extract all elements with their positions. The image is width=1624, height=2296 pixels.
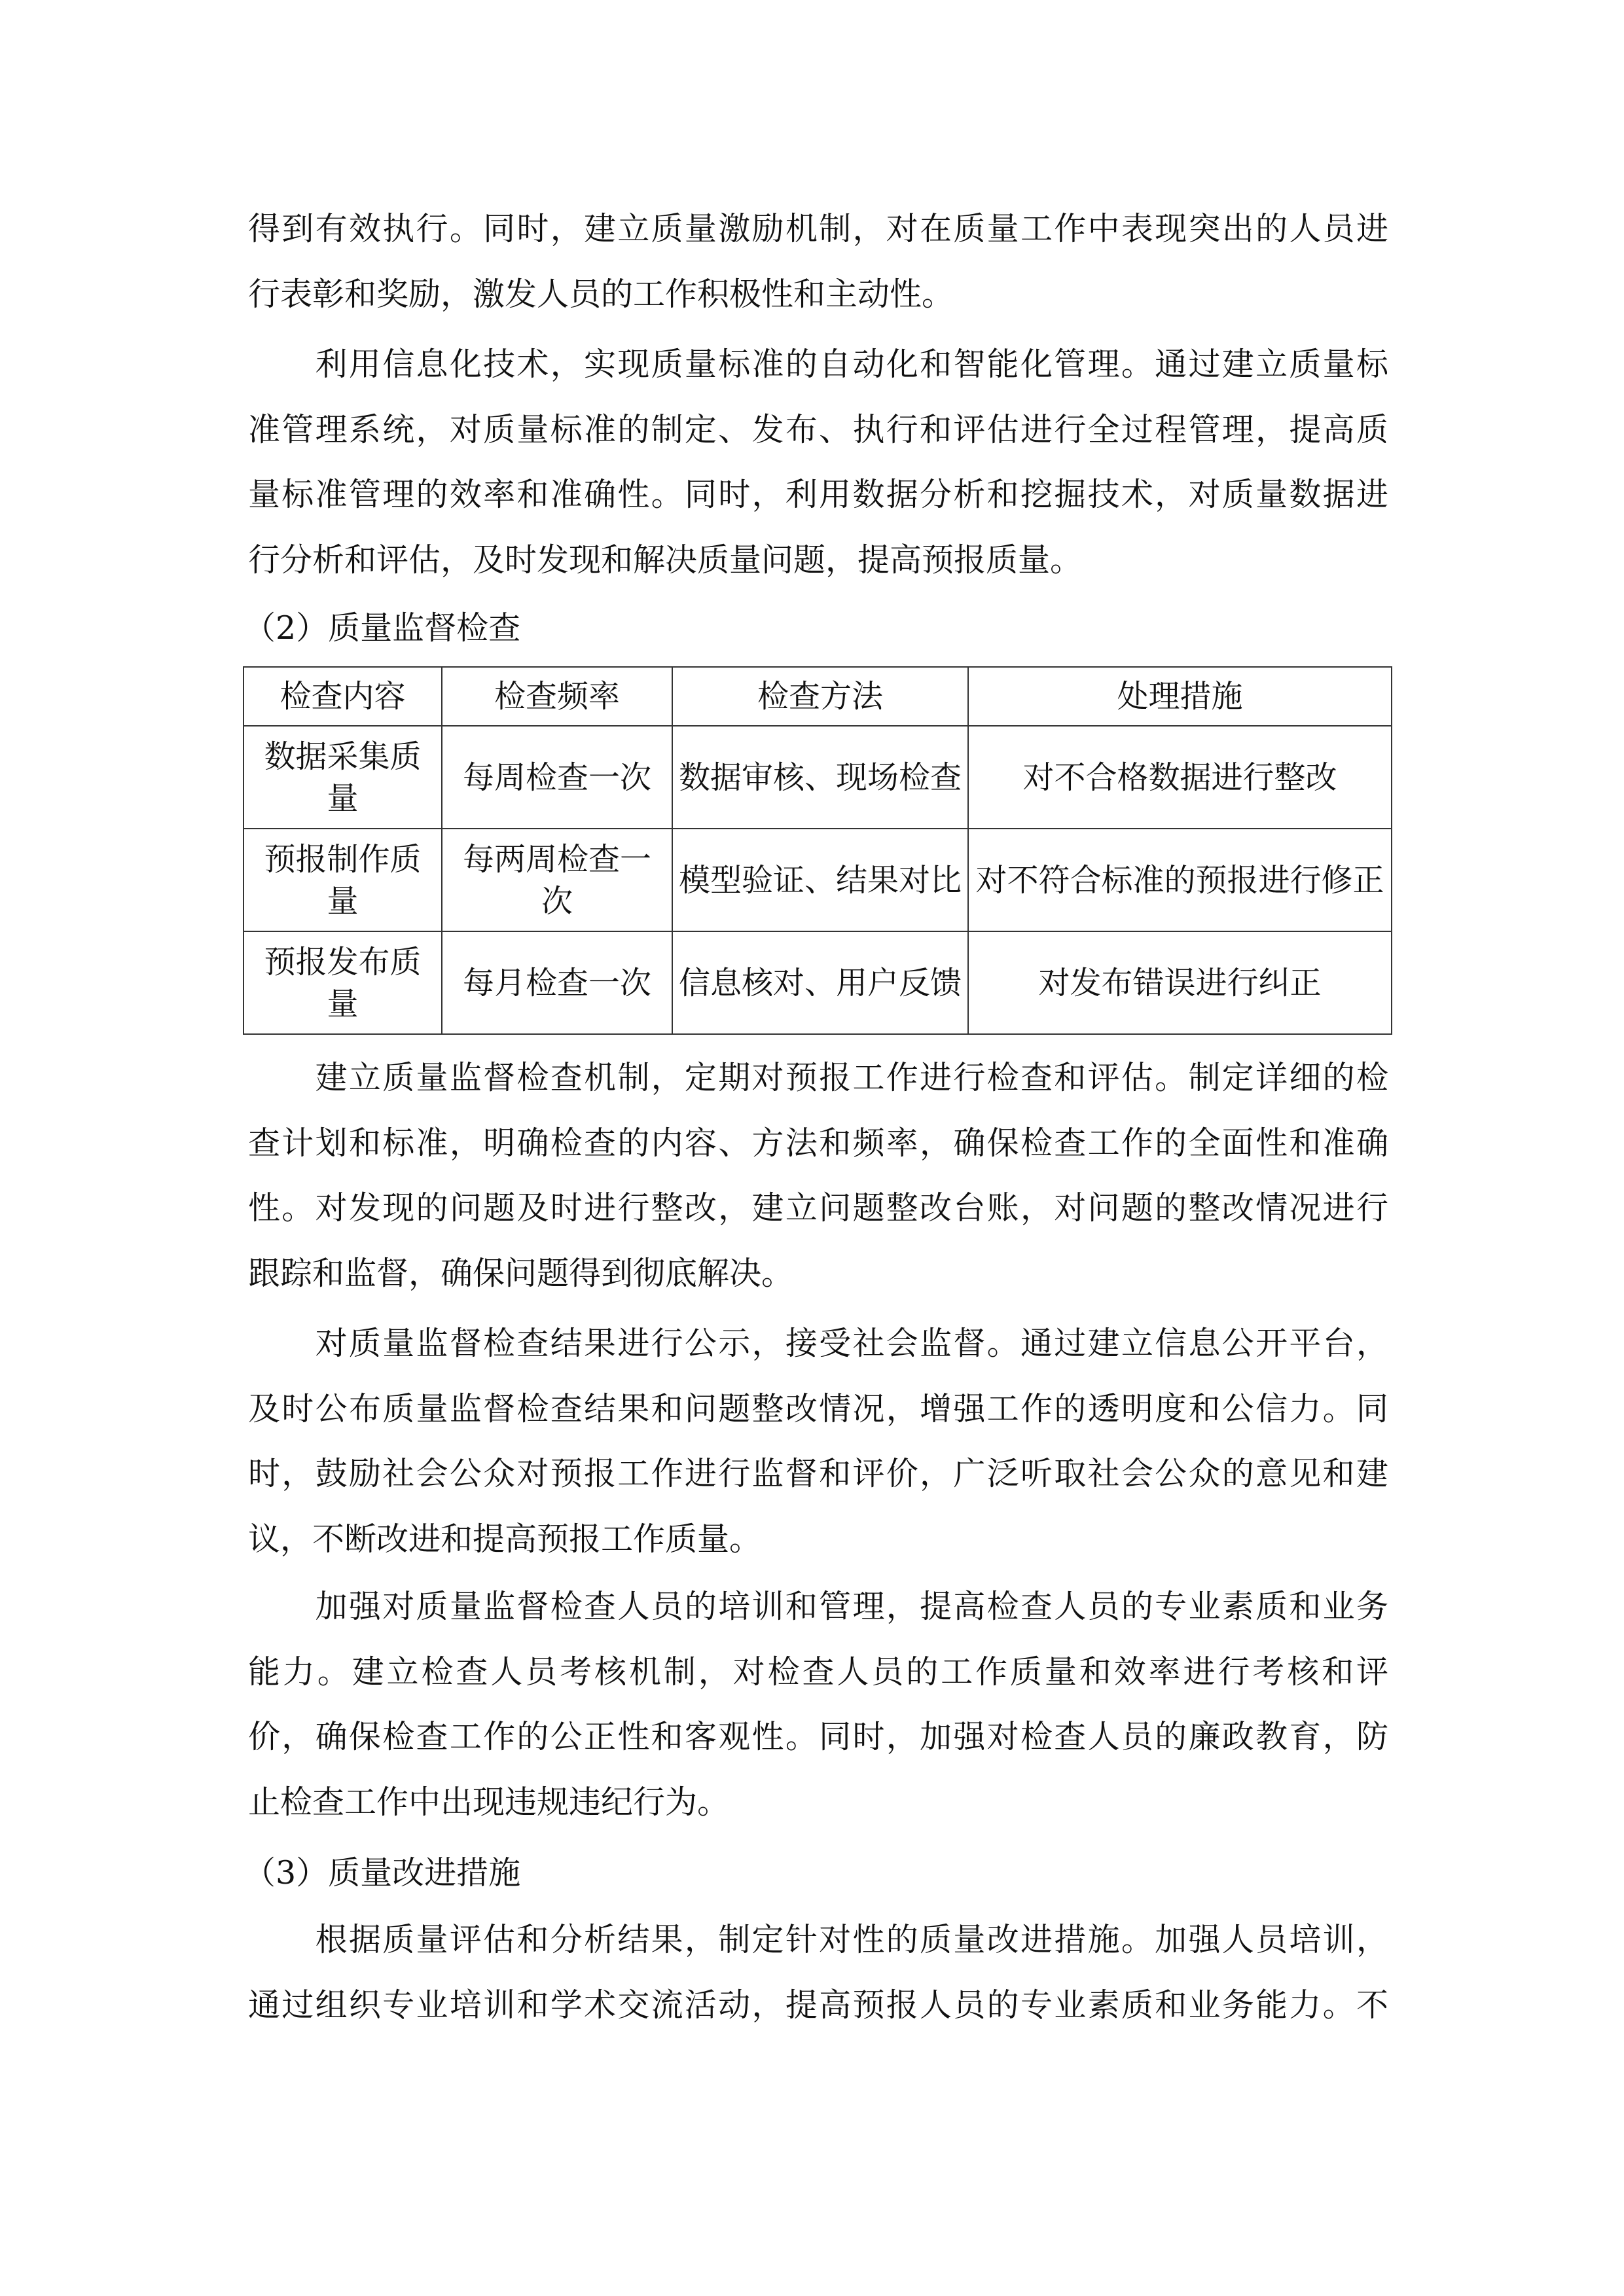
paragraph-1 [248,196,1388,327]
table-cell: 每周检查一次 [442,726,672,829]
table-cell: 对发布错误进行纠正 [968,931,1392,1034]
text-line: 建立质量监督检查机制，定期对预报工作进行检查和评估。制定详细的检 [248,1059,1388,1096]
header-cell: 检查内容 [244,667,442,726]
text-line: 查计划和标准，明确检查的内容、方法和频率，确保检查工作的全面性和准确 [248,1124,1388,1162]
table-row [244,931,1392,1034]
table-cell: 每两周检查一次 [442,829,672,931]
text-line: 加强对质量监督检查人员的培训和管理，提高检查人员的专业素质和业务 [248,1588,1388,1625]
table-cell: 数据审核、现场检查 [672,726,968,829]
paragraph-6 [248,1907,1388,2037]
table-cell: 模型验证、结果对比 [672,829,968,931]
text-line: 性。对发现的问题及时进行整改，建立问题整改台账，对问题的整改情况进行 [248,1189,1388,1227]
text-line: 时，鼓励社会公众对预报工作进行监督和评价，广泛听取社会公众的意见和建 [248,1455,1388,1492]
table-cell: 信息核对、用户反馈 [672,931,968,1034]
table-cell: 对不合格数据进行整改 [968,726,1392,829]
text-line: 能力。建立检查人员考核机制，对检查人员的工作质量和效率进行考核和评 [248,1653,1388,1691]
inspection-table [243,666,1392,1035]
table-cell: 对不符合标准的预报进行修正 [968,829,1392,931]
text-line: 跟踪和监督，确保问题得到彻底解决。 [248,1254,794,1292]
paragraph-3 [248,1045,1388,1306]
text-line: 止检查工作中出现违规违纪行为。 [248,1783,730,1821]
table-cell: 预报发布质量 [244,931,442,1034]
text-line: 对质量监督检查结果进行公示，接受社会监督。通过建立信息公开平台， [248,1325,1388,1362]
section-heading-3: （3）质量改进措施 [244,1854,521,1892]
header-cell: 检查频率 [442,667,672,726]
paragraph-5 [248,1574,1388,1835]
text-line: 通过组织专业培训和学术交流活动，提高预报人员的专业素质和业务能力。不 [248,1986,1388,2024]
table-row [244,829,1392,931]
text-line: 准管理系统，对质量标准的制定、发布、执行和评估进行全过程管理，提高质 [248,410,1388,448]
text-line: 行分析和评估，及时发现和解决质量问题，提高预报质量。 [248,541,1083,579]
header-cell: 处理措施 [968,667,1392,726]
text-line: 及时公布质量监督检查结果和问题整改情况，增强工作的透明度和公信力。同 [248,1390,1388,1427]
table-cell: 每月检查一次 [442,931,672,1034]
text-line: 利用信息化技术，实现质量标准的自动化和智能化管理。通过建立质量标 [248,346,1388,383]
paragraph-4 [248,1311,1388,1571]
text-line: 议，不断改进和提高预报工作质量。 [248,1520,762,1558]
table-row [244,726,1392,829]
paragraph-2 [248,332,1388,592]
table-cell: 数据采集质量 [244,726,442,829]
text-line: 根据质量评估和分析结果，制定针对性的质量改进措施。加强人员培训， [248,1921,1388,1958]
header-cell: 检查方法 [672,667,968,726]
text-line: 行表彰和奖励，激发人员的工作积极性和主动性。 [248,275,954,313]
section-heading-2: （2）质量监督检查 [244,609,521,647]
table-cell: 预报制作质量 [244,829,442,931]
text-line: 价，确保检查工作的公正性和客观性。同时，加强对检查人员的廉政教育，防 [248,1718,1388,1755]
text-line: 量标准管理的效率和准确性。同时，利用数据分析和挖掘技术，对质量数据进 [248,476,1388,513]
table-header-row [244,667,1392,726]
text-line: 得到有效执行。同时，建立质量激励机制，对在质量工作中表现突出的人员进 [248,210,1388,247]
